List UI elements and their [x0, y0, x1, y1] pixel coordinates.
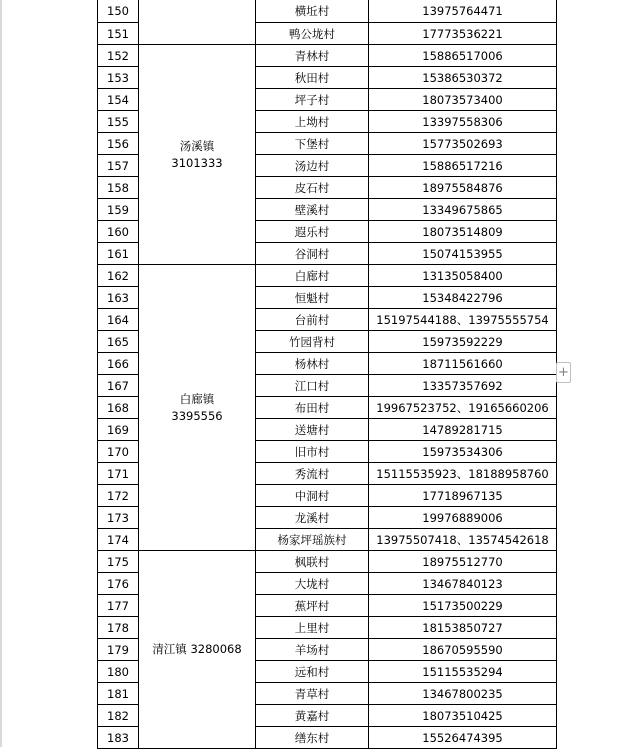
village-cell: 缮东村: [256, 727, 369, 749]
village-cell: 远和村: [256, 661, 369, 683]
phone-cell: 18073514809: [369, 221, 557, 243]
town-cell: [139, 265, 256, 551]
town-cell: [139, 0, 256, 45]
row-number-cell: 161: [98, 243, 139, 265]
phone-cell: 18975512770: [369, 551, 557, 573]
village-cell: 中洞村: [256, 485, 369, 507]
row-number-cell: 163: [98, 287, 139, 309]
row-number-cell: 171: [98, 463, 139, 485]
row-number-cell: 181: [98, 683, 139, 705]
village-cell: 杨家坪瑶族村: [256, 529, 369, 551]
phone-cell: 13467840123: [369, 573, 557, 595]
row-number-cell: 154: [98, 89, 139, 111]
row-number-cell: 165: [98, 331, 139, 353]
phone-cell: 18975584876: [369, 177, 557, 199]
row-number-cell: 182: [98, 705, 139, 727]
phone-cell: 19976889006: [369, 507, 557, 529]
row-number-cell: 156: [98, 133, 139, 155]
phone-cell: 15115535923、18188958760: [369, 463, 557, 485]
village-cell: 布田村: [256, 397, 369, 419]
row-number-cell: 183: [98, 727, 139, 749]
village-cell: 横坵村: [256, 0, 369, 23]
phone-cell: 13357357692: [369, 375, 557, 397]
village-cell: 汤边村: [256, 155, 369, 177]
phone-cell: 15886517216: [369, 155, 557, 177]
row-number-cell: 167: [98, 375, 139, 397]
village-cell: 蕉坪村: [256, 595, 369, 617]
phone-cell: 15973592229: [369, 331, 557, 353]
village-cell: 坪子村: [256, 89, 369, 111]
phone-cell: 15386530372: [369, 67, 557, 89]
phone-cell: 18670595590: [369, 639, 557, 661]
table-row: [98, 265, 557, 287]
phone-cell: 15197544188、13975555754: [369, 309, 557, 331]
village-cell: 黄嘉村: [256, 705, 369, 727]
village-cell: 送塘村: [256, 419, 369, 441]
table-row: [98, 45, 557, 67]
village-cell: 江口村: [256, 375, 369, 397]
phone-cell: 15173500229: [369, 595, 557, 617]
phone-cell: 15773502693: [369, 133, 557, 155]
row-number-cell: 151: [98, 23, 139, 45]
phone-cell: 13975764471: [369, 0, 557, 23]
row-number-cell: 178: [98, 617, 139, 639]
phone-cell: 13397558306: [369, 111, 557, 133]
town-phone: 3395556: [171, 408, 223, 423]
table-body: [98, 0, 557, 749]
village-cell: 大垅村: [256, 573, 369, 595]
village-cell: 枫联村: [256, 551, 369, 573]
row-number-cell: 152: [98, 45, 139, 67]
phone-cell: 17718967135: [369, 485, 557, 507]
village-cell: 青草村: [256, 683, 369, 705]
row-number-cell: 150: [98, 0, 139, 23]
row-number-cell: 160: [98, 221, 139, 243]
phone-cell: 15074153955: [369, 243, 557, 265]
village-cell: 遐乐村: [256, 221, 369, 243]
village-cell: 秀流村: [256, 463, 369, 485]
table-row: [98, 0, 557, 23]
village-cell: 杨林村: [256, 353, 369, 375]
village-cell: 竹园背村: [256, 331, 369, 353]
village-cell: 壁溪村: [256, 199, 369, 221]
phone-cell: 15526474395: [369, 727, 557, 749]
phone-cell: 15886517006: [369, 45, 557, 67]
town-phone: 3101333: [171, 155, 223, 170]
village-cell: 上坳村: [256, 111, 369, 133]
town-cell: [139, 551, 256, 749]
row-number-cell: 166: [98, 353, 139, 375]
village-cell: 白廊村: [256, 265, 369, 287]
phone-cell: 13349675865: [369, 199, 557, 221]
phone-cell: 13975507418、13574542618: [369, 529, 557, 551]
village-cell: 青林村: [256, 45, 369, 67]
town-cell: [139, 45, 256, 265]
phone-cell: 17773536221: [369, 23, 557, 45]
row-number-cell: 158: [98, 177, 139, 199]
row-number-cell: 162: [98, 265, 139, 287]
row-number-cell: 172: [98, 485, 139, 507]
row-number-cell: 173: [98, 507, 139, 529]
row-number-cell: 169: [98, 419, 139, 441]
row-number-cell: 157: [98, 155, 139, 177]
phone-cell: 19967523752、19165660206: [369, 397, 557, 419]
phone-cell: 18153850727: [369, 617, 557, 639]
village-cell: 台前村: [256, 309, 369, 331]
row-number-cell: 180: [98, 661, 139, 683]
row-number-cell: 170: [98, 441, 139, 463]
row-number-cell: 177: [98, 595, 139, 617]
row-number-cell: 174: [98, 529, 139, 551]
row-number-cell: 155: [98, 111, 139, 133]
village-cell: 下堡村: [256, 133, 369, 155]
village-cell: 鸭公垅村: [256, 23, 369, 45]
contacts-table: [97, 0, 557, 749]
village-cell: 羊场村: [256, 639, 369, 661]
phone-cell: 14789281715: [369, 419, 557, 441]
phone-cell: 15115535294: [369, 661, 557, 683]
phone-cell: 15348422796: [369, 287, 557, 309]
village-cell: 秋田村: [256, 67, 369, 89]
phone-cell: 18073573400: [369, 89, 557, 111]
row-number-cell: 164: [98, 309, 139, 331]
phone-cell: 18073510425: [369, 705, 557, 727]
row-number-cell: 175: [98, 551, 139, 573]
add-row-button[interactable]: +: [556, 362, 571, 383]
village-cell: 谷洞村: [256, 243, 369, 265]
village-cell: 恒魁村: [256, 287, 369, 309]
row-number-cell: 168: [98, 397, 139, 419]
phone-cell: 13467800235: [369, 683, 557, 705]
phone-cell: 15973534306: [369, 441, 557, 463]
row-number-cell: 153: [98, 67, 139, 89]
town-name: 清江镇 3280068: [152, 642, 242, 656]
village-cell: 皮石村: [256, 177, 369, 199]
row-number-cell: 176: [98, 573, 139, 595]
row-number-cell: 159: [98, 199, 139, 221]
page-edge: [0, 0, 2, 747]
phone-cell: 13135058400: [369, 265, 557, 287]
town-name: 白廊镇: [179, 391, 215, 406]
table-row: [98, 551, 557, 573]
row-number-cell: 179: [98, 639, 139, 661]
village-cell: 龙溪村: [256, 507, 369, 529]
phone-cell: 18711561660: [369, 353, 557, 375]
town-name: 汤溪镇: [179, 138, 215, 153]
village-cell: 旧市村: [256, 441, 369, 463]
village-cell: 上里村: [256, 617, 369, 639]
